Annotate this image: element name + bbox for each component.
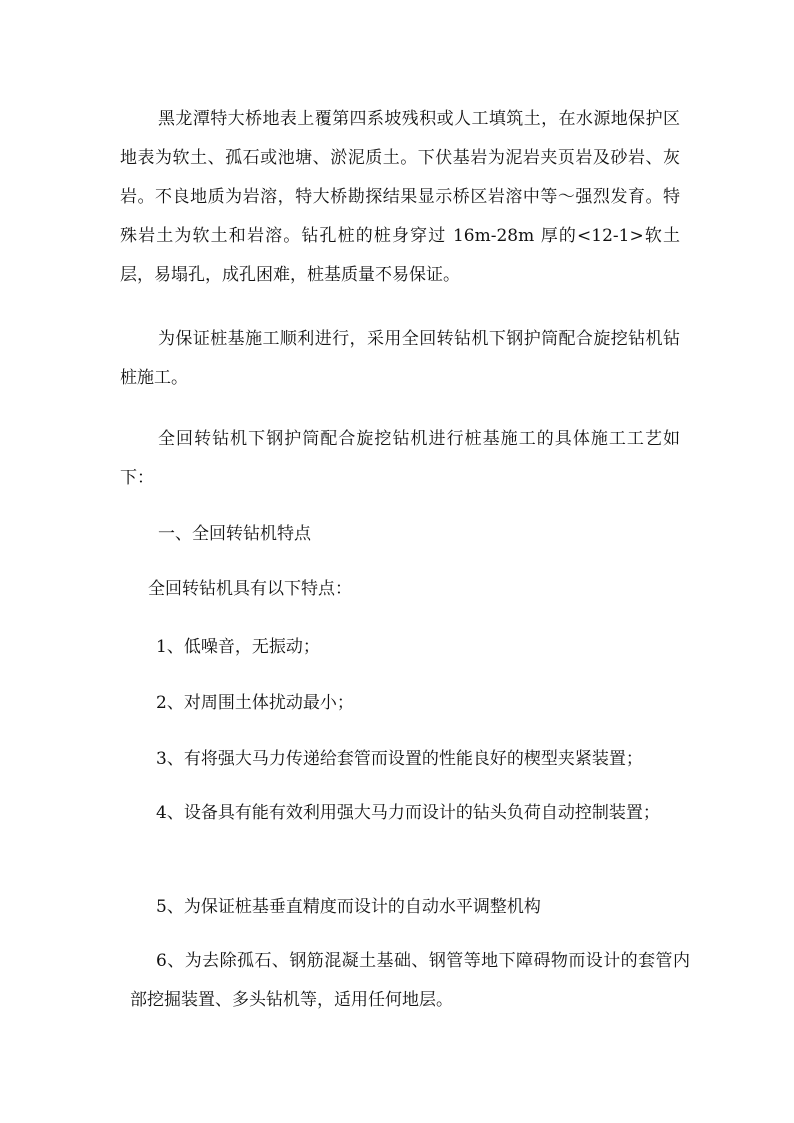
section-heading: 一、全回转钻机特点 [158,524,311,544]
feature-item-2: 2、对周围土体扰动最小； [156,693,354,713]
feature-item-4: 4、设备具有能有效利用强大马力而设计的钻头负荷自动控制装置； [156,803,660,823]
paragraph-process-intro: 全回转钻机下钢护筒配合旋挖钻机进行桩基施工的具体施工工艺如下： [120,429,680,488]
paragraph-method: 为保证桩基施工顺利进行，采用全回转钻机下钢护筒配合旋挖钻机钻桩施工。 [120,329,680,388]
feature-item-5: 5、为保证桩基垂直精度而设计的自动水平调整机构 [156,897,541,917]
features-intro: 全回转钻机具有以下特点： [148,579,352,599]
feature-item-1: 1、低噪音，无振动； [156,637,320,657]
feature-item-3: 3、有将强大马力传递给套管而设置的性能良好的楔型夹紧装置； [156,749,643,769]
paragraph-geology: 黑龙潭特大桥地表上覆第四系坡残积或人工填筑土，在水源地保护区地表为软土、孤石或池塘、淤泥质土。下伏基岩为泥岩夹页岩及砂岩、灰岩。不良地质为岩溶，特大桥勘探结果显示桥区岩溶中等～强烈发育。特殊岩土为软土和岩溶。钻孔桩的桩身穿过 16m-28m 厚的<12-1>软土层，易塌孔，成孔困难，桩基质量不易保证。 [120,109,680,285]
feature-item-6: 6、为去除孤石、钢筋混凝土基础、钢管等地下障碍物而设计的套管内部挖掘装置、多头钻机等，适用任何地层。 [130,951,690,1010]
